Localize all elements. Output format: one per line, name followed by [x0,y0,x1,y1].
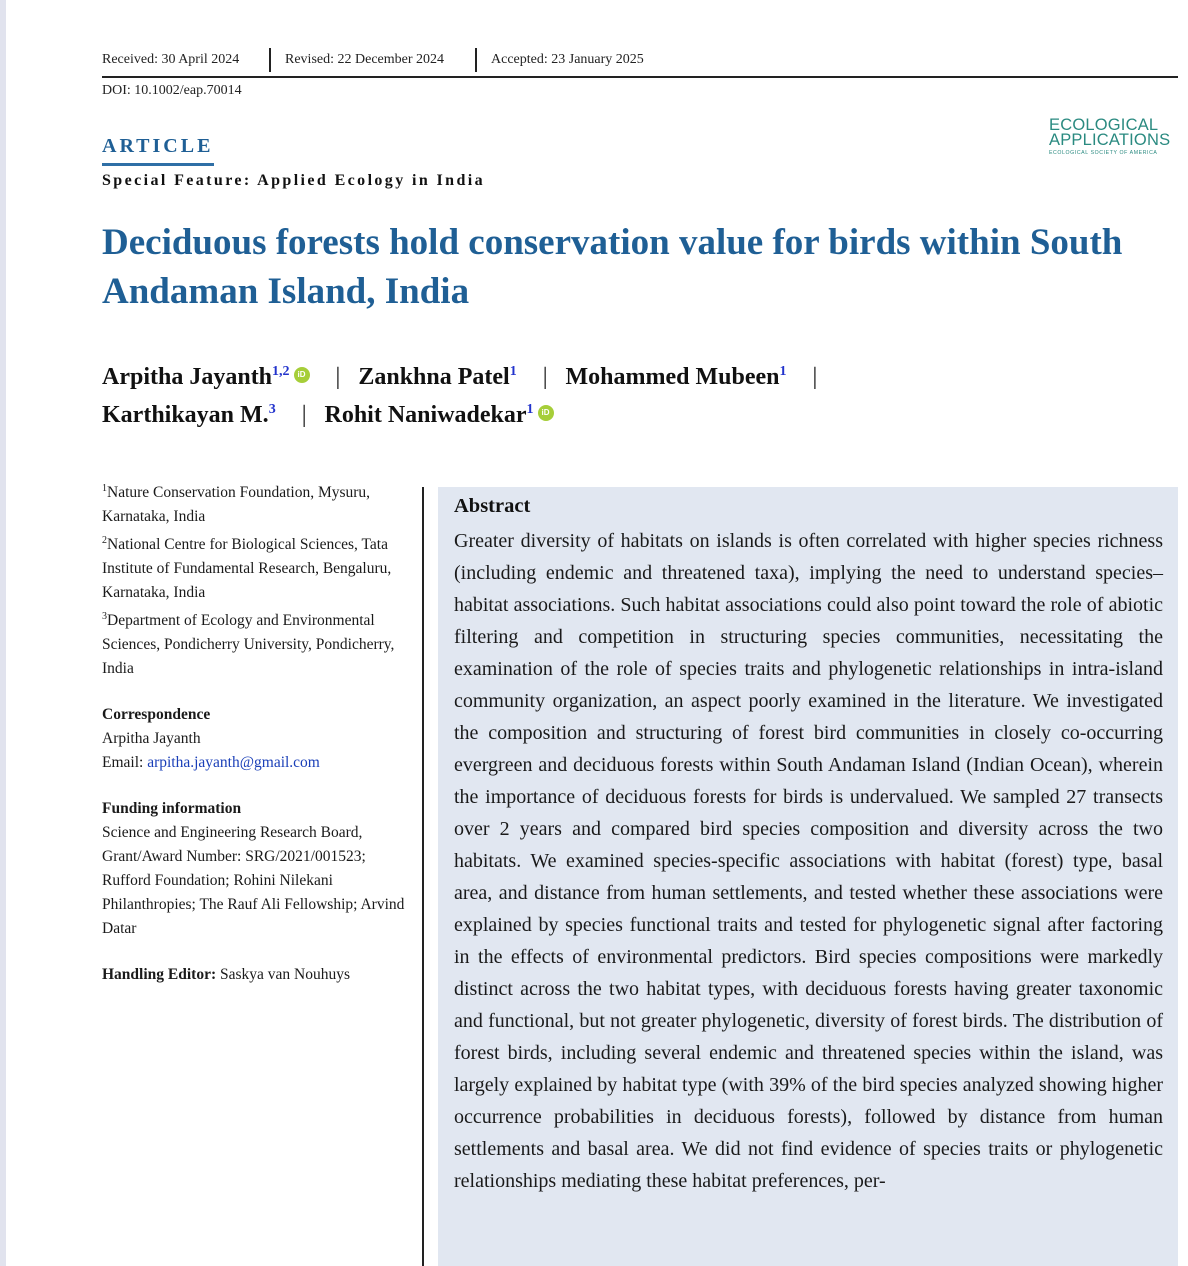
affiliation-3 [102,609,407,681]
affiliation-number: 3 [102,610,107,622]
doi: DOI: 10.1002/eap.70014 [102,83,242,98]
affiliation-2 [102,533,407,605]
editor-block [102,963,407,987]
editor-name: Saskya van Nouhuys [216,966,351,983]
author-affiliation-sup: 3 [268,402,276,417]
author-1[interactable] [102,364,310,390]
article-dates-bar [102,50,1178,78]
author-4[interactable] [102,402,276,428]
affiliation-number: 1 [102,482,107,494]
journal-logo-line2: APPLICATIONS [1049,131,1171,149]
editor-label: Handling Editor: [102,966,217,983]
author-name: Zankhna Patel [358,364,510,390]
author-2[interactable] [358,364,516,390]
article-title: Deciduous forests hold conservation value for birds within South Andaman Island, India [102,222,1123,312]
column-divider [422,487,424,1266]
correspondence-email-line [102,751,407,775]
author-separator: | [812,364,818,390]
email-label: Email: [102,754,148,771]
funding-heading: Funding information [102,800,242,817]
email-link[interactable]: arpitha.jayanth@gmail.com [147,754,320,771]
author-affiliation-sup: 1 [526,402,534,417]
correspondence-name: Arpitha Jayanth [102,730,201,747]
correspondence-heading: Correspondence [102,706,211,723]
author-list [102,358,1172,434]
author-affiliation-sup: 1 [779,364,787,379]
correspondence-block [102,703,407,775]
received-date: Received: 30 April 2024 [102,52,240,67]
abstract-box [438,487,1178,1266]
revised-date: Revised: 22 December 2024 [285,52,445,67]
abstract-heading: Abstract [454,495,531,517]
journal-logo-line1: ECOLOGICAL [1049,116,1159,134]
journal-logo [1049,118,1181,157]
article-type-underline [102,163,214,166]
author-name: Karthikayan M. [102,402,269,428]
article-sidebar [102,481,407,987]
orcid-icon[interactable]: iD [294,367,310,383]
abstract-text: Greater diversity of habitats on islands is often correlated with higher species richness (including endemic and threatened taxa), implying the need to understand species–habitat associations. Such habitat associations could also point toward the role of abiotic filtering and competition in structuring species communities, necessitating the examination of the role of species traits and phylogenetic relationships in intra-island community organization, an aspect poorly examined in the literature. We investigated the composition and structuring of forest bird communities in closely co-occurring evergreen and deciduous forests within South Andaman Island (Indian Ocean), wherein the importance of deciduous forests for birds is undervalued. We sampled 27 transects over 2 years and compared bird species composition and diversity across the two habitats. We examined species-specific associations with habitat (forest) type, basal area, and distance from human settlements, and tested whether these associations were explained by species functional traits and tested for phylogenetic signal after factoring in the effects of environmental predictors. Bird species compositions were markedly distinct across the two habitat types, with deciduous forests having greater taxonomic and functional, but not greater phylogenetic, diversity of forest birds. The distribution of forest birds, including several endemic and threatened species within the island, was largely explained by habitat type (with 39% of the bird species analyzed showing higher occurrence probabilities in deciduous forests), followed by distance from human settlements and basal area. We did not find evidence of species traits or phylogenetic relationships mediating these habitat preferences, per- [454,530,1163,1192]
date-separator [269,48,271,72]
author-name: Mohammed Mubeen [565,364,780,390]
article-type-label: ARTICLE [102,135,214,157]
author-name: Arpitha Jayanth [102,364,273,390]
author-affiliation-sup: 1 [509,364,517,379]
orcid-icon[interactable]: iD [538,405,554,421]
handling-editor [102,963,407,987]
author-separator: | [335,364,341,390]
date-separator [475,48,477,72]
affiliation-text: National Centre for Biological Sciences, Tata Institute of Fundamental Research, Bengaluru, Karnataka, India [102,536,392,601]
affiliation-1 [102,481,407,529]
journal-logo-society: ECOLOGICAL SOCIETY OF AMERICA [1049,150,1158,156]
affiliation-text: Department of Ecology and Environmental Sciences, Pondicherry University, Pondicherry, India [102,612,395,677]
author-affiliation-sup: 1,2 [272,364,290,379]
author-3[interactable] [566,364,787,390]
special-feature-label: Special Feature: Applied Ecology in India [102,172,486,189]
funding-text: Science and Engineering Research Board, Grant/Award Number: SRG/2021/001523; Rufford Foundation; Rohini Nilekani Philanthropies; The Rauf Ali Fellowship; Arvind Datar [102,824,405,937]
author-separator: | [542,364,548,390]
author-5[interactable] [325,402,554,428]
author-separator: | [301,402,307,428]
accepted-date: Accepted: 23 January 2025 [491,52,644,67]
author-name: Rohit Naniwadekar [324,402,527,428]
affiliation-number: 2 [102,534,107,546]
page-edge-rule [0,0,6,1266]
affiliation-text: Nature Conservation Foundation, Mysuru, Karnataka, India [102,484,371,525]
funding-block [102,797,407,941]
